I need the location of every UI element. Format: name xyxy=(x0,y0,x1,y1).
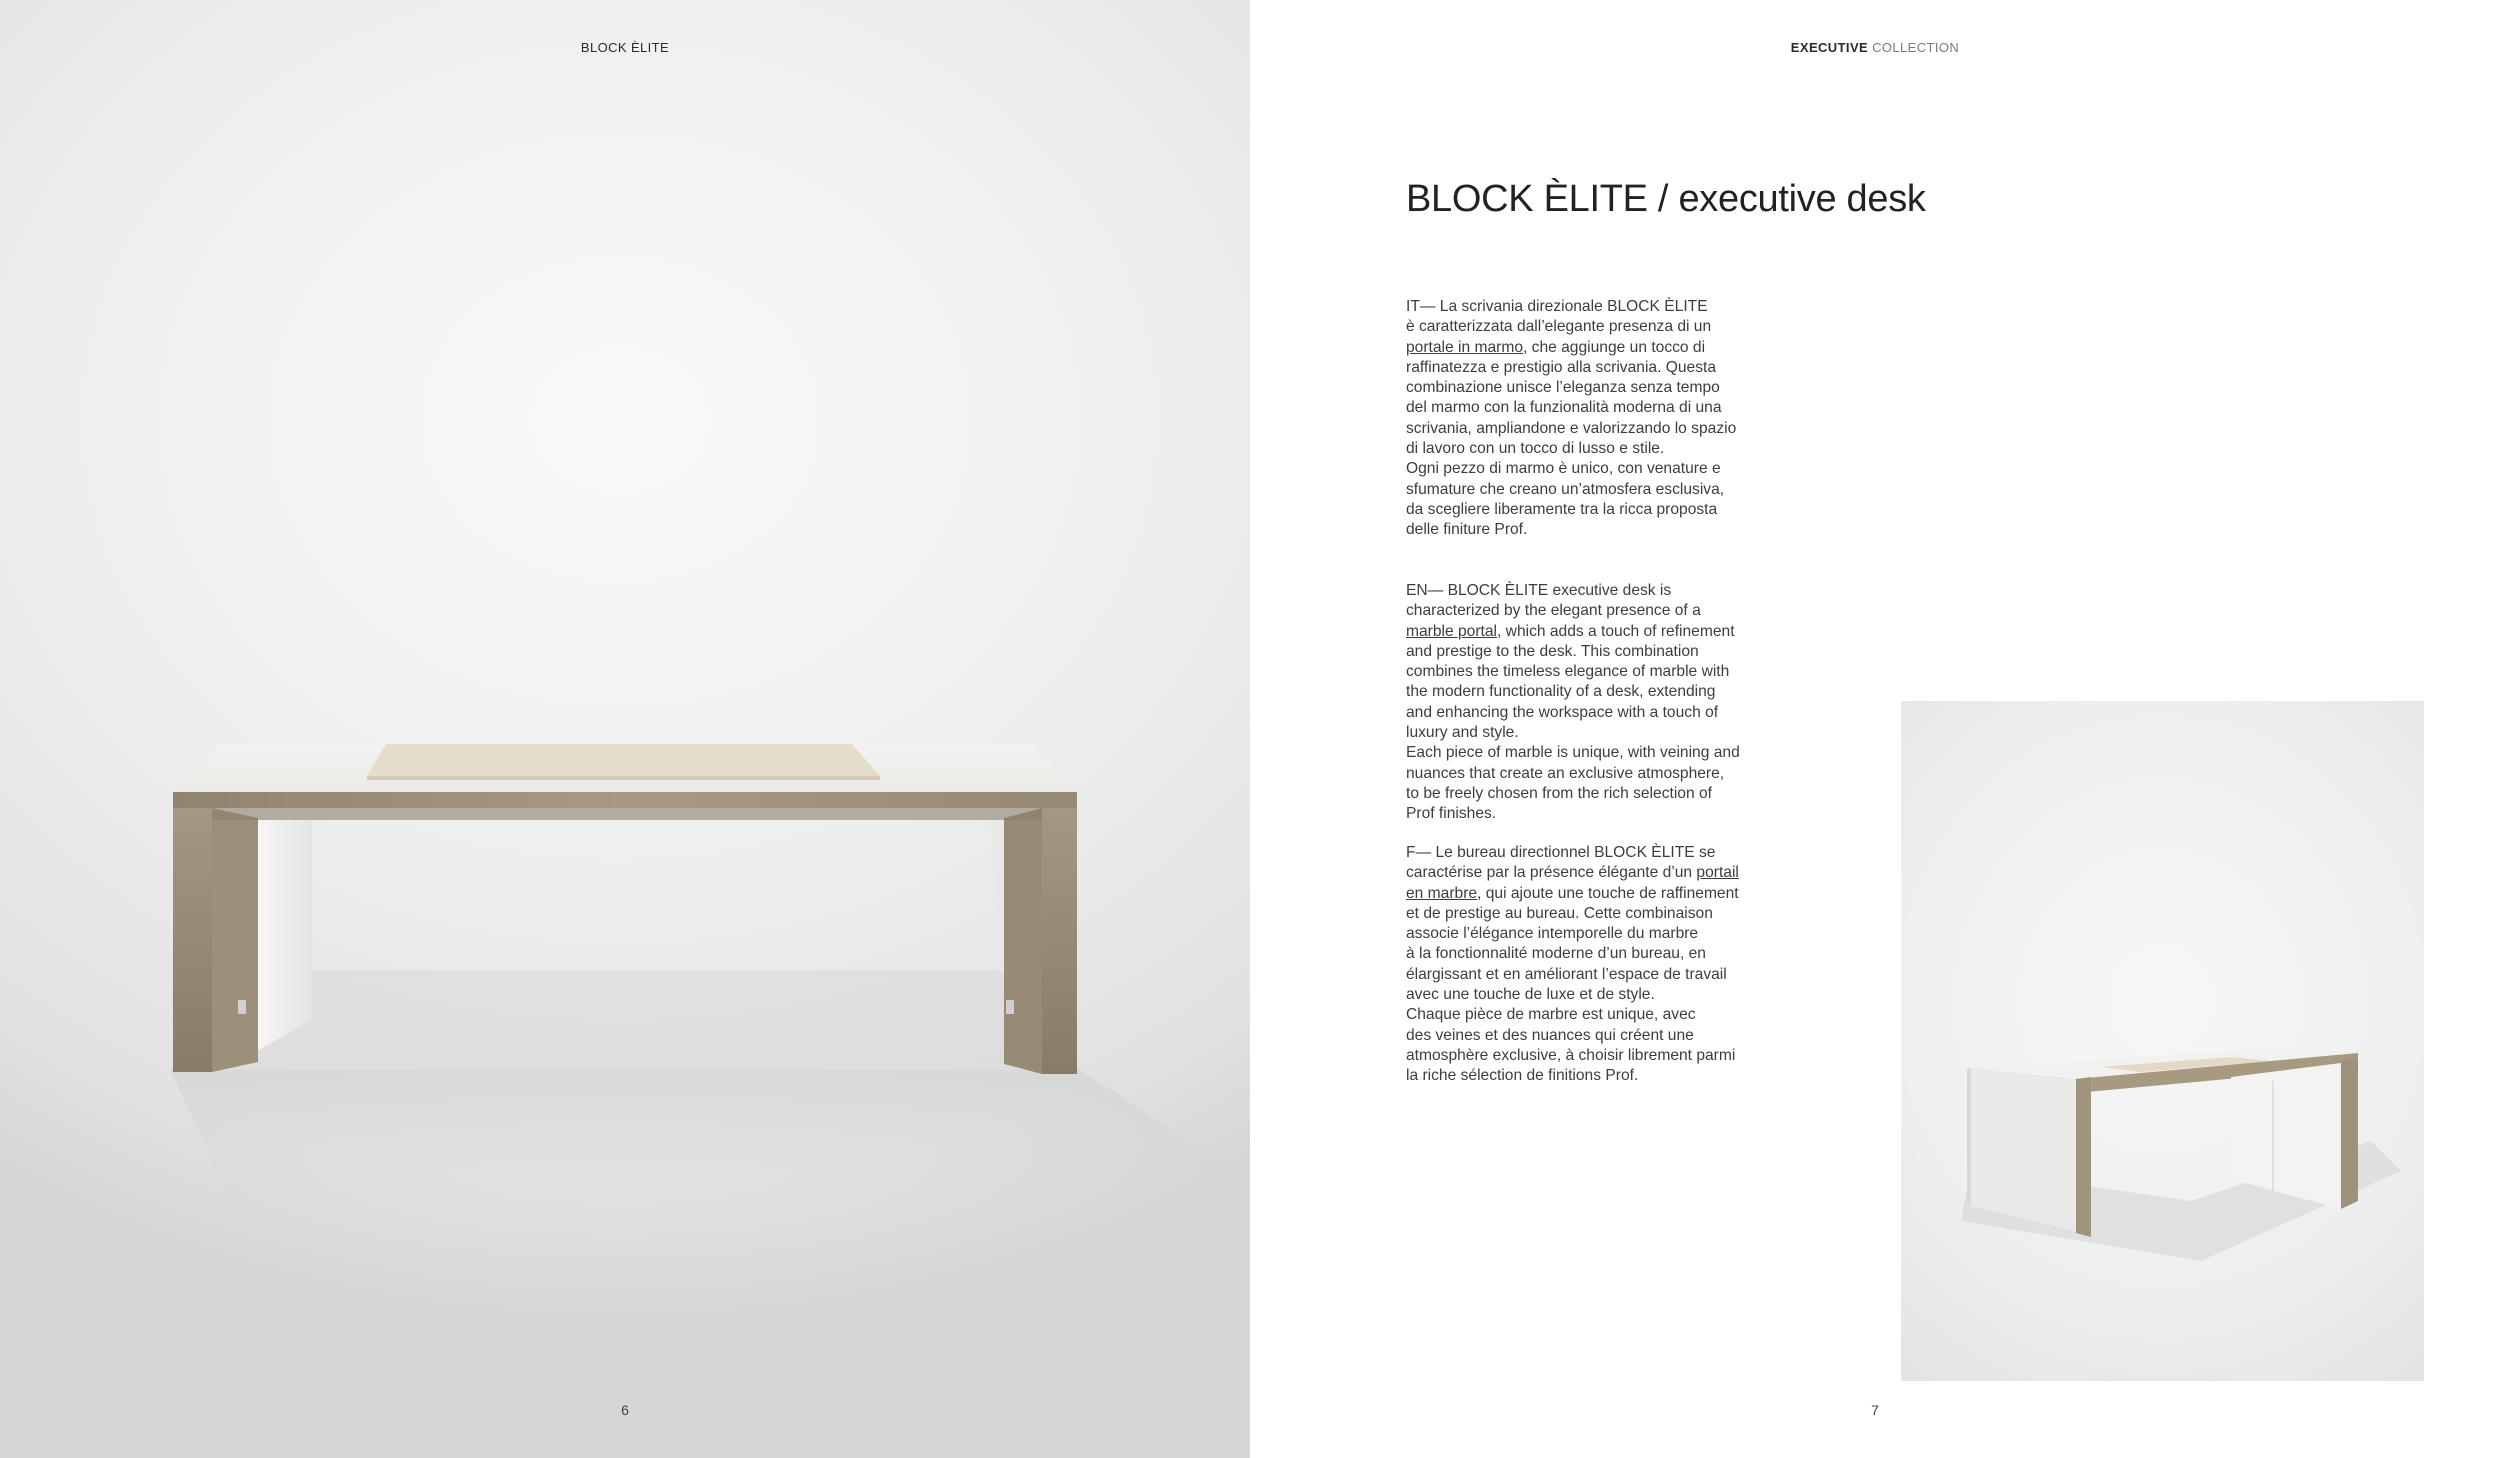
wood-leg-left xyxy=(173,808,212,1072)
fr-line-4: et de prestige au bureau. Cette combinaison xyxy=(1406,904,1713,922)
fr-lead: F— Le bureau directionnel BLOCK ÈLITE se xyxy=(1406,844,1716,861)
it-lead: IT— La scrivania direzionale BLOCK ÈLITE xyxy=(1406,298,1708,315)
fr-line-11: atmosphère exclusive, à choisir librement parmi xyxy=(1406,1046,1736,1064)
fr-line2 xyxy=(1406,863,1766,883)
en-line2: characterized by the elegant presence of a xyxy=(1406,602,1701,620)
fr-after-link: , qui ajoute une touche de raffinement xyxy=(1477,884,1739,902)
fr-line-7: élargissant et en améliorant l’espace de travail xyxy=(1406,965,1727,983)
running-head-left: BLOCK ÈLITE xyxy=(580,40,670,55)
en-line-4: and prestige to the desk. This combination xyxy=(1406,642,1699,660)
en-lead: EN— BLOCK ÈLITE executive desk is xyxy=(1406,582,1672,599)
page-number-right: 7 xyxy=(1871,1402,1879,1418)
running-head-right xyxy=(1250,40,2500,55)
text-block-english xyxy=(1406,581,1766,825)
en-line-10: nuances that create an exclusive atmosphere, xyxy=(1406,764,1725,782)
it-line-9: Ogni pezzo di marmo è unico, con venature e xyxy=(1406,460,1721,478)
text-block-italian xyxy=(1406,297,1766,541)
wood-frame-top xyxy=(173,792,1077,808)
it-line-6: del marmo con la funzionalità moderna di una xyxy=(1406,399,1722,417)
en-line-5: combines the timeless elegance of marble with xyxy=(1406,663,1730,681)
right-page xyxy=(1250,0,2500,1458)
running-head-light: COLLECTION xyxy=(1872,40,1960,55)
en-after-link: , which adds a touch of refinement xyxy=(1497,622,1735,640)
it-line-5: combinazione unisce l’eleganza senza tempo xyxy=(1406,379,1720,397)
fr-line-5: associe l’élégance intemporelle du marbre xyxy=(1406,925,1699,943)
it-line-7: scrivania, ampliandone e valorizzando lo spazio xyxy=(1406,419,1737,437)
en-line-6: the modern functionality of a desk, extending xyxy=(1406,683,1716,701)
en-line-7: and enhancing the workspace with a touch of xyxy=(1406,703,1719,721)
page-number-left: 6 xyxy=(621,1402,629,1418)
fr-link-line xyxy=(1406,884,1766,904)
fr-line-9: Chaque pièce de marbre est unique, avec xyxy=(1406,1006,1696,1024)
fr-link-a: portail xyxy=(1696,864,1739,882)
fr-line-8: avec une touche de luxe et de style. xyxy=(1406,986,1655,1004)
it-line2: è caratterizzata dall’elegante presenza di un xyxy=(1406,318,1712,336)
en-line-11: to be freely chosen from the rich selection of xyxy=(1406,784,1712,802)
it-line-12: delle finiture Prof. xyxy=(1406,521,1528,539)
fr-link-b: en marbre xyxy=(1406,884,1478,902)
en-link-line xyxy=(1406,622,1766,642)
it-line-10: sfumature che creano un’atmosfera esclusiva, xyxy=(1406,480,1725,498)
it-link: portale in marmo xyxy=(1406,338,1523,356)
fr-line-12: la riche sélection de finitions Prof. xyxy=(1406,1067,1639,1085)
text-block-french xyxy=(1406,843,1766,1087)
en-line-12: Prof finishes. xyxy=(1406,805,1497,823)
en-link: marble portal xyxy=(1406,622,1498,640)
it-link-line xyxy=(1406,338,1766,358)
it-after-link: , che aggiunge un tocco di xyxy=(1523,338,1706,356)
marble-inlay xyxy=(367,744,880,776)
desk-perspective-photo xyxy=(1901,701,2424,1381)
fr-line2-pre: caractérise par la présence élégante d’un xyxy=(1406,864,1697,882)
en-line-8: luxury and style. xyxy=(1406,724,1519,742)
running-head-bold: EXECUTIVE xyxy=(1790,40,1869,55)
it-line-4: raffinatezza e prestigio alla scrivania. Questa xyxy=(1406,358,1717,376)
en-line-9: Each piece of marble is unique, with veining and xyxy=(1406,744,1740,762)
fr-line-10: des veines et des nuances qui créent une xyxy=(1406,1026,1694,1044)
it-line-11: da scegliere liberamente tra la ricca proposta xyxy=(1406,500,1718,518)
page-title: BLOCK ÈLITE / executive desk xyxy=(1406,178,1926,220)
fr-line-6: à la fonctionnalité moderne d’un bureau, en xyxy=(1406,945,1706,963)
wood-leg-right xyxy=(1042,808,1077,1074)
it-line-8: di lavoro con un tocco di lusso e stile. xyxy=(1406,440,1665,458)
